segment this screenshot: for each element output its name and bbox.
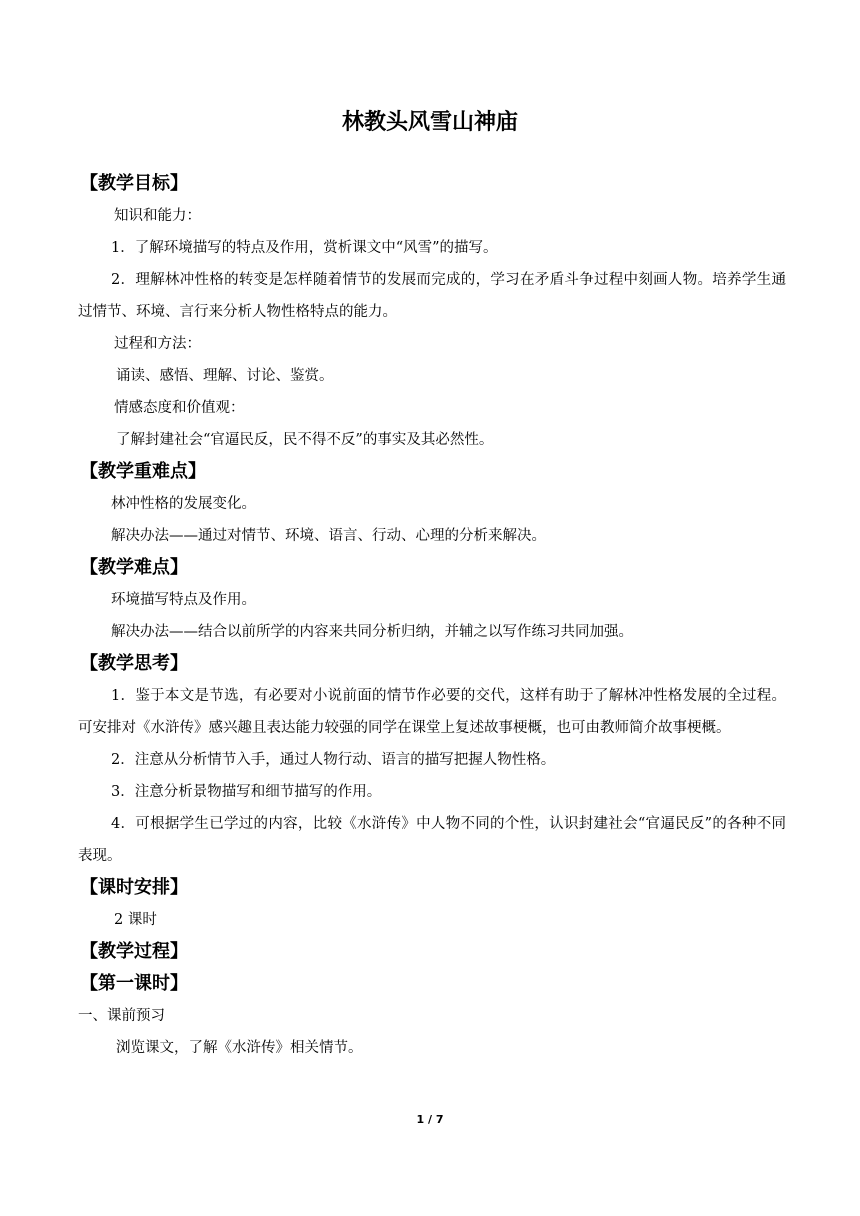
document-title: 林教头风雪山神庙: [341, 110, 518, 135]
page-number: 1 / 7: [416, 1113, 444, 1126]
process-label: 过程和方法：: [114, 336, 201, 352]
first-lesson-step-1: 一、课前预习: [78, 1008, 165, 1024]
first-lesson-step-1-text: 浏览课文，了解《水浒传》相关情节。: [116, 1040, 363, 1056]
heading-first-lesson: 【第一课时】: [80, 973, 188, 994]
knowledge-item-1: 1．了解环境描写的特点及作用，赏析课文中“风雪”的描写。: [111, 240, 498, 256]
document-body: [78, 168, 786, 1064]
schedule-text: 2 课时: [114, 912, 157, 928]
heading-schedule: 【课时安排】: [80, 877, 188, 898]
difficulties-text-2: 解决办法——结合以前所学的内容来共同分析归纳，并辅之以写作练习共同加强。: [111, 624, 633, 640]
heading-key-points: 【教学重难点】: [80, 461, 206, 482]
process-text: 诵读、感悟、理解、讨论、鉴赏。: [116, 368, 334, 384]
heading-process: 【教学过程】: [80, 941, 188, 962]
thinking-item-1: 1．鉴于本文是节选，有必要对小说前面的情节作必要的交代，这样有助于了解林冲性格发展的全过程。可安排对《水浒传》感兴趣且表达能力较强的同学在课堂上复述故事梗概，也可由教师简介故事梗概。: [78, 688, 786, 736]
key-points-text-1: 林冲性格的发展变化。: [111, 496, 256, 512]
knowledge-item-2: 2．理解林冲性格的转变是怎样随着情节的发展而完成的，学习在矛盾斗争过程中刻画人物。培养学生通过情节、环境、言行来分析人物性格特点的能力。: [78, 272, 786, 320]
heading-objectives: 【教学目标】: [80, 173, 188, 194]
heading-difficulties: 【教学难点】: [80, 557, 188, 578]
thinking-item-3: 3．注意分析景物描写和细节描写的作用。: [111, 784, 382, 800]
emotion-text: 了解封建社会“官逼民反，民不得不反”的事实及其必然性。: [116, 432, 494, 448]
key-points-text-2: 解决办法——通过对情节、环境、语言、行动、心理的分析来解决。: [111, 528, 546, 544]
thinking-item-2: 2．注意从分析情节入手，通过人物行动、语言的描写把握人物性格。: [111, 752, 556, 768]
heading-thinking: 【教学思考】: [80, 653, 188, 674]
emotion-label: 情感态度和价值观：: [114, 400, 245, 416]
thinking-item-4: 4．可根据学生已学过的内容，比较《水浒传》中人物不同的个性，认识封建社会“官逼民反”的各种不同表现。: [78, 816, 786, 864]
difficulties-text-1: 环境描写特点及作用。: [111, 592, 256, 608]
knowledge-label: 知识和能力：: [114, 208, 201, 224]
